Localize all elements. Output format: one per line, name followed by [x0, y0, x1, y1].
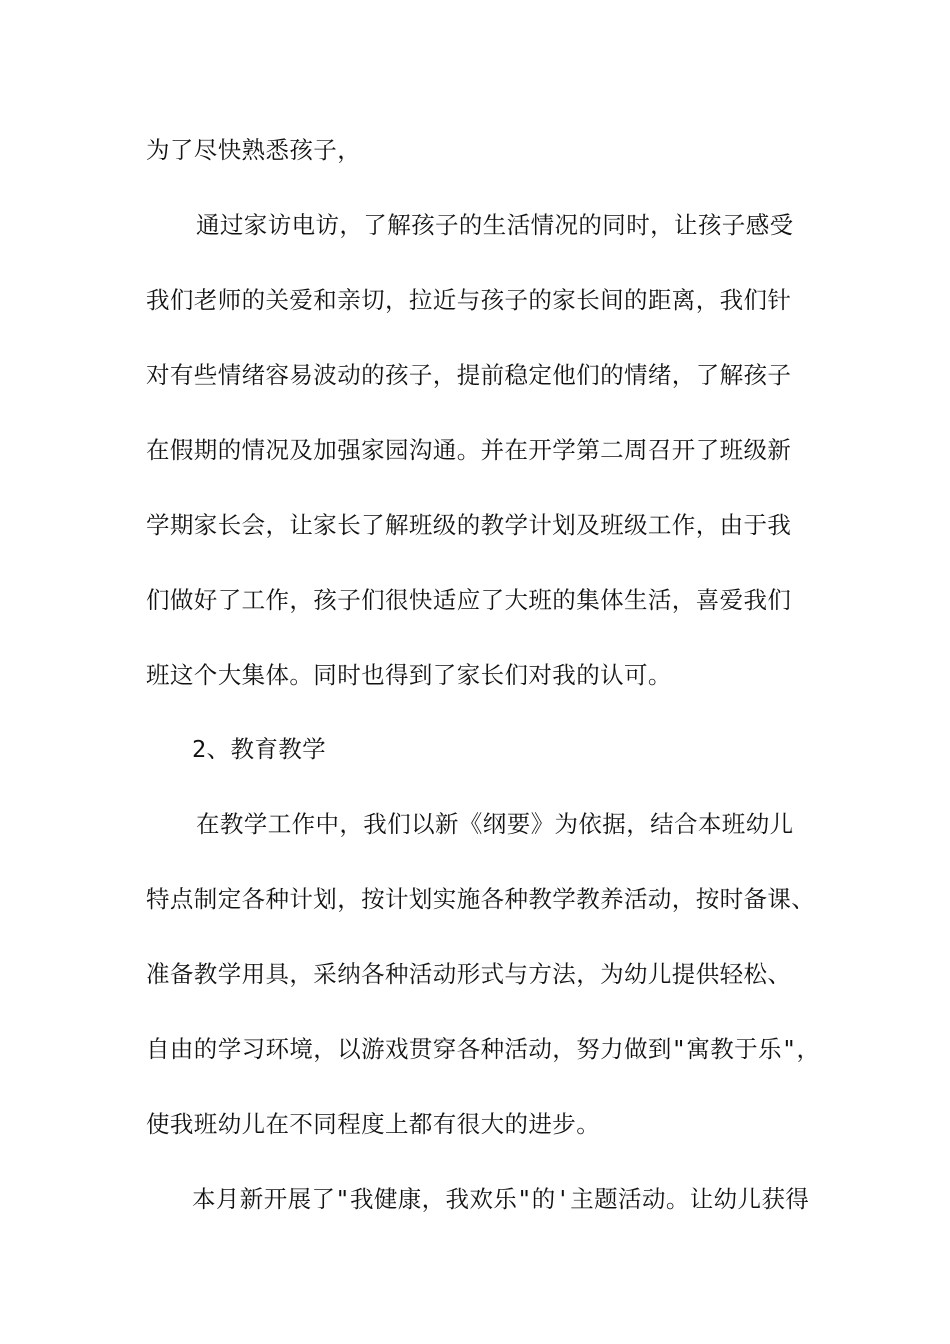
text-line-7: 们做好了工作，孩子们很快适应了大班的集体生活，喜爱我们: [146, 586, 792, 614]
text-line-6: 学期家长会，让家长了解班级的教学计划及班级工作，由于我: [146, 511, 792, 539]
text-line-11: 特点制定各种计划，按计划实施各种教学教养活动，按时备课、: [146, 885, 816, 913]
text-line-15: 本月新开展了"我健康，我欢乐"的'主题活动。让幼儿获得: [192, 1185, 810, 1213]
text-line-2: 通过家访电访，了解孩子的生活情况的同时，让孩子感受: [196, 211, 794, 239]
text-line-13: 自由的学习环境，以游戏贯穿各种活动，努力做到"寓教于乐"，: [146, 1035, 821, 1063]
section-heading: 2、教育教学: [192, 735, 327, 763]
text-line-1: 为了尽快熟悉孩子，: [146, 136, 362, 164]
text-line-3: 我们老师的关爱和亲切，拉近与孩子的家长间的距离，我们针: [146, 286, 792, 314]
text-line-8: 班这个大集体。同时也得到了家长们对我的认可。: [146, 661, 672, 689]
text-line-5: 在假期的情况及加强家园沟通。并在开学第二周召开了班级新: [146, 436, 792, 464]
text-line-4: 对有些情绪容易波动的孩子，提前稳定他们的情绪，了解孩子: [146, 361, 792, 389]
text-line-10: 在教学工作中，我们以新《纲要》为依据，结合本班幼儿: [196, 810, 794, 838]
text-line-14: 使我班幼儿在不同程度上都有很大的进步。: [146, 1110, 601, 1138]
text-line-12: 准备教学用具，采纳各种活动形式与方法，为幼儿提供轻松、: [146, 960, 792, 988]
